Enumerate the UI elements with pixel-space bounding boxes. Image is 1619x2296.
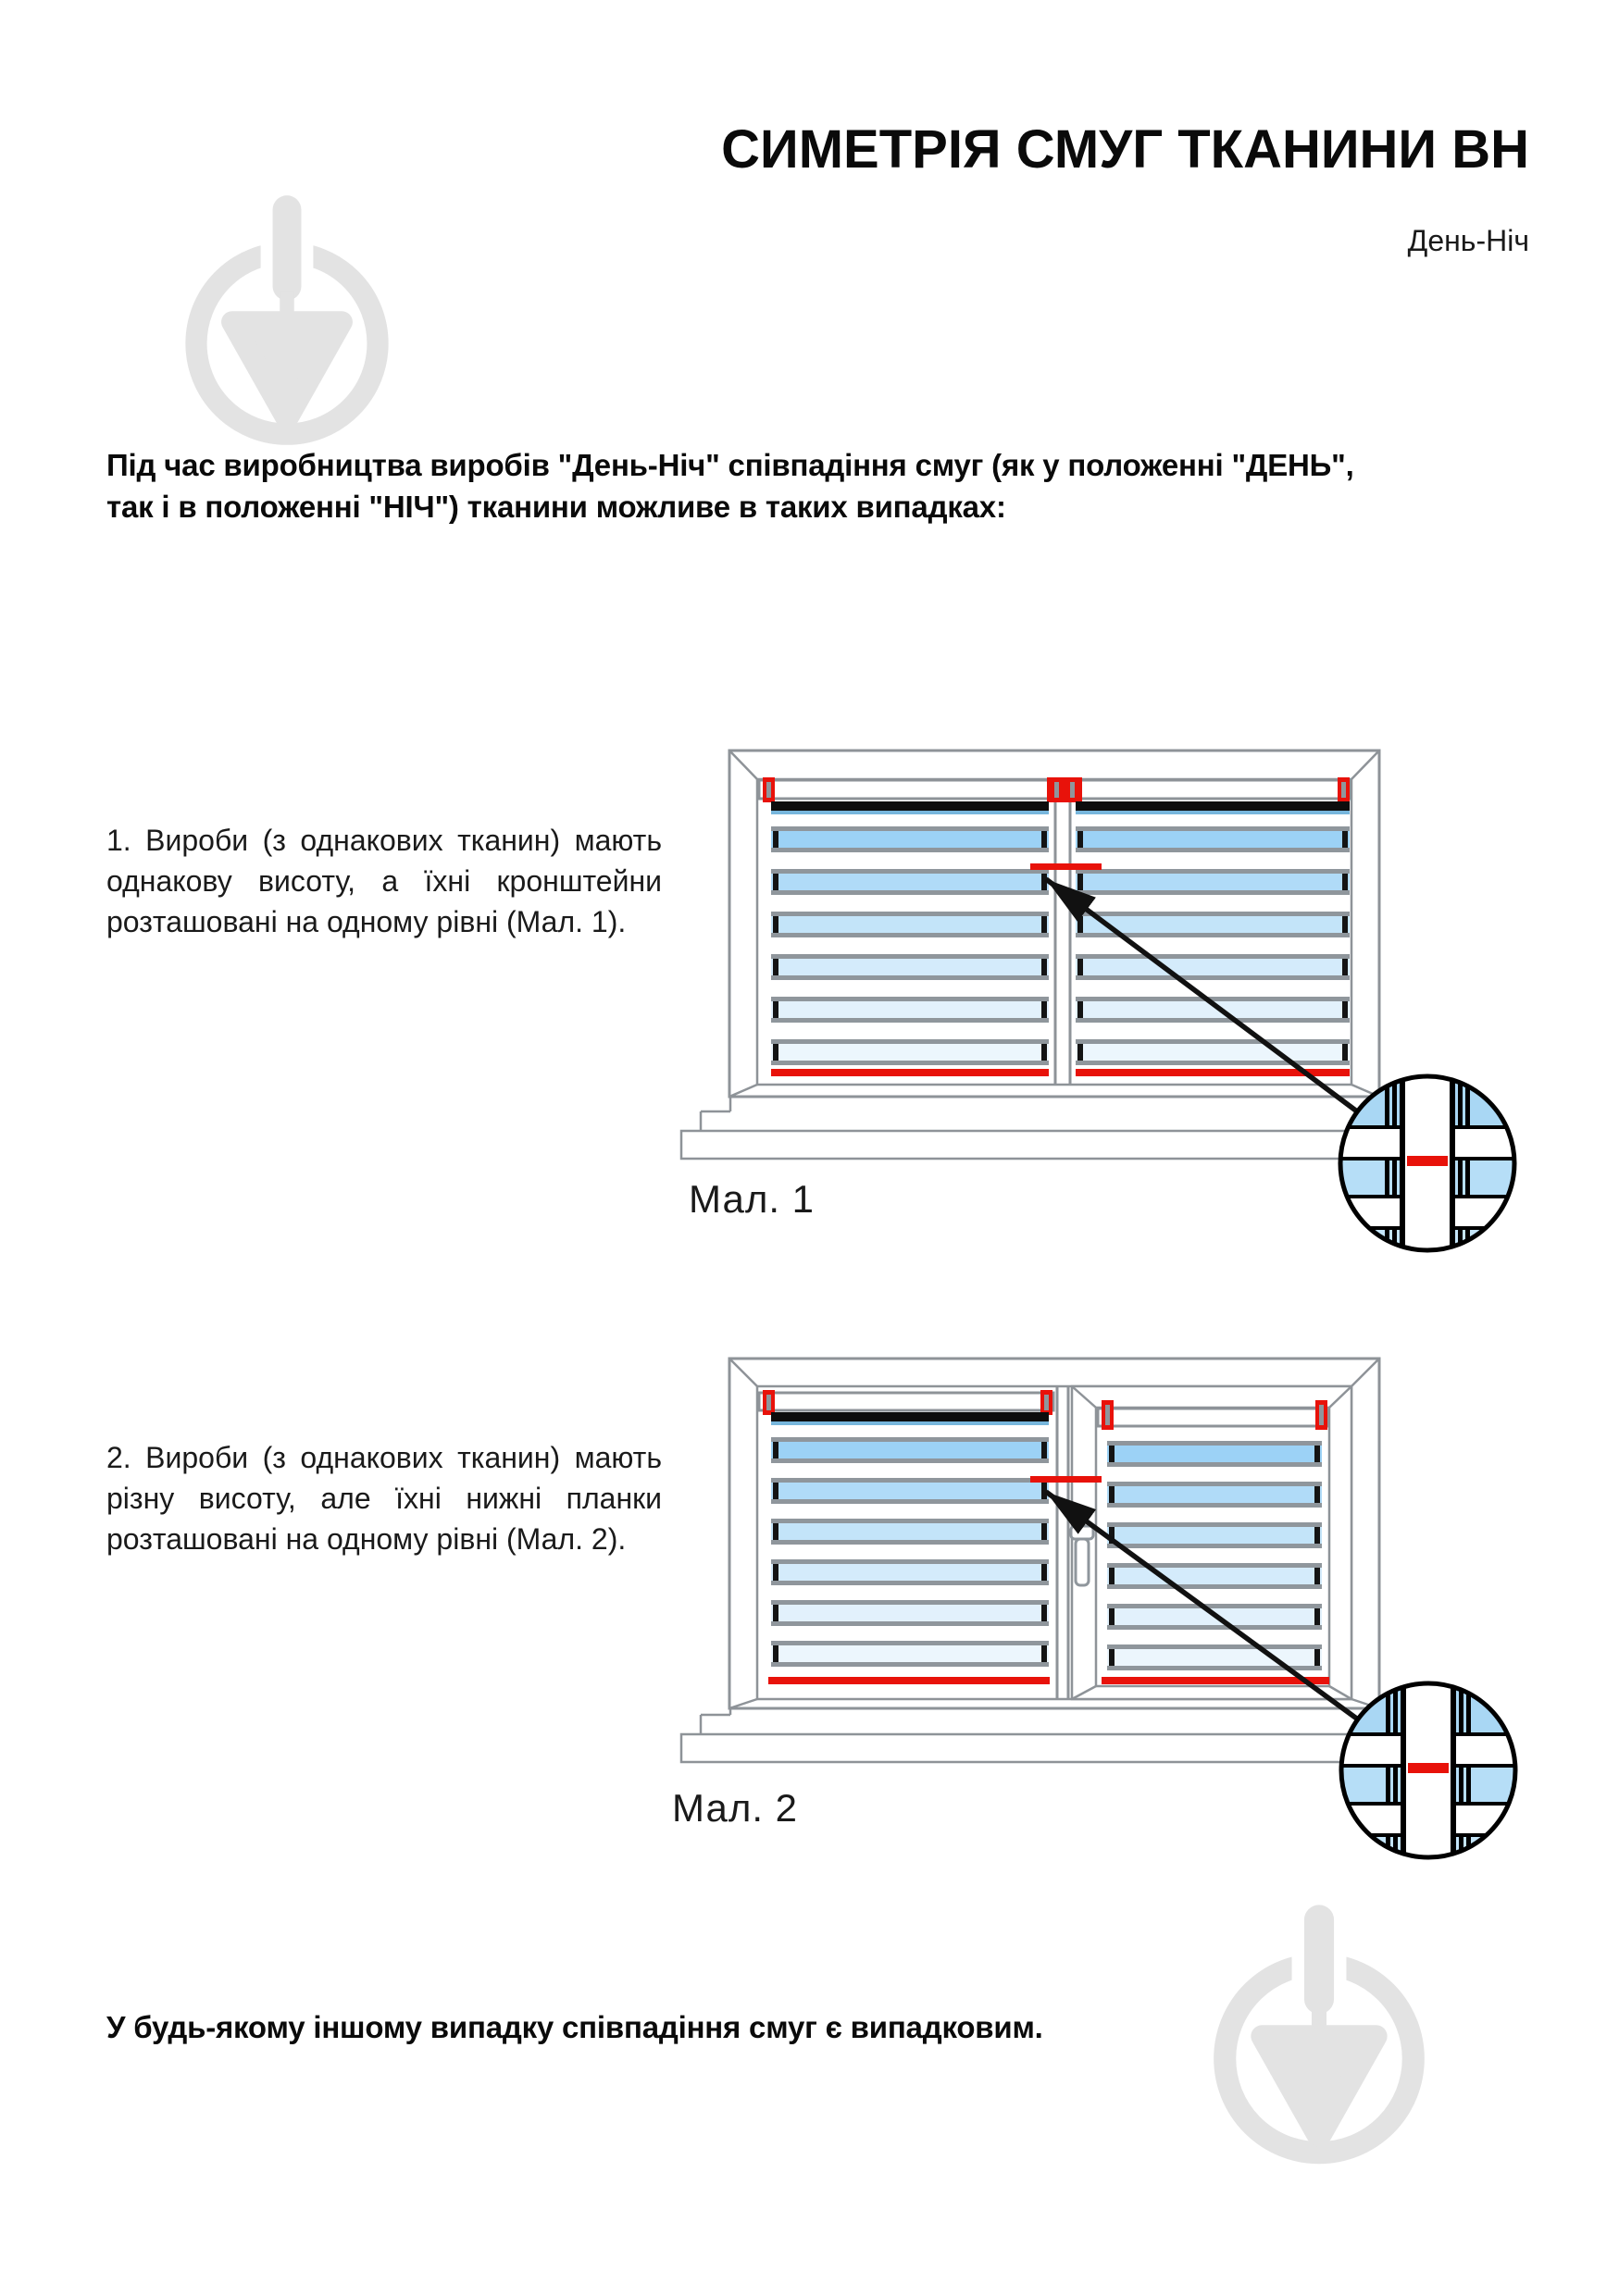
intro-line-1: Під час виробництва виробів "День-Ніч" співпадіння смуг (як у положенні "ДЕНЬ", [106, 448, 1354, 482]
mounting-bracket [1338, 777, 1350, 802]
mounting-bracket [1047, 777, 1082, 802]
stripe-match-marker [1407, 1156, 1448, 1166]
page-title: СИМЕТРІЯ СМУГ ТКАНИНИ ВН [721, 119, 1529, 180]
window-sill [681, 1708, 1405, 1762]
stripe-match-marker [1408, 1763, 1449, 1773]
mounting-bracket [1040, 1390, 1052, 1415]
page-subtitle: День-Ніч [1407, 224, 1529, 257]
intro-line-2: так і в положенні "НІЧ") тканини можливе в таких випадках: [106, 490, 1006, 524]
mounting-bracket [763, 1390, 775, 1415]
window-sill [681, 1097, 1405, 1159]
intro-paragraph [106, 444, 1523, 527]
mounting-bracket [1315, 1400, 1327, 1430]
blind-top-rail [759, 1393, 1053, 1410]
item-1-paragraph: 1. Вироби (з однакових тканин) мають однакову висоту, а їхні кронштейни розташовані на одному рівні (Мал. 1). [106, 824, 662, 938]
stripe-match-line [1030, 1476, 1102, 1483]
figure-1-label: Мал. 1 [689, 1177, 816, 1221]
window-handle [1071, 1526, 1093, 1585]
blind-top-rail [1098, 1409, 1327, 1426]
mounting-bracket [1102, 1400, 1114, 1430]
bottom-bar-red [768, 1677, 1050, 1684]
stripe-match-line [1030, 863, 1102, 870]
item-2-paragraph: 2. Вироби (з однакових тканин) мають різну висоту, але їхні нижні планки розташовані на одному рівні (Мал. 2). [106, 1441, 662, 1556]
bottom-bar-red [1102, 1677, 1329, 1684]
bottom-bar-red [771, 1069, 1049, 1076]
figure-2-label: Мал. 2 [672, 1786, 799, 1830]
footer-note: У будь-якому іншому випадку співпадіння смуг є випадковим. [106, 2010, 1043, 2044]
mounting-bracket [763, 777, 775, 802]
